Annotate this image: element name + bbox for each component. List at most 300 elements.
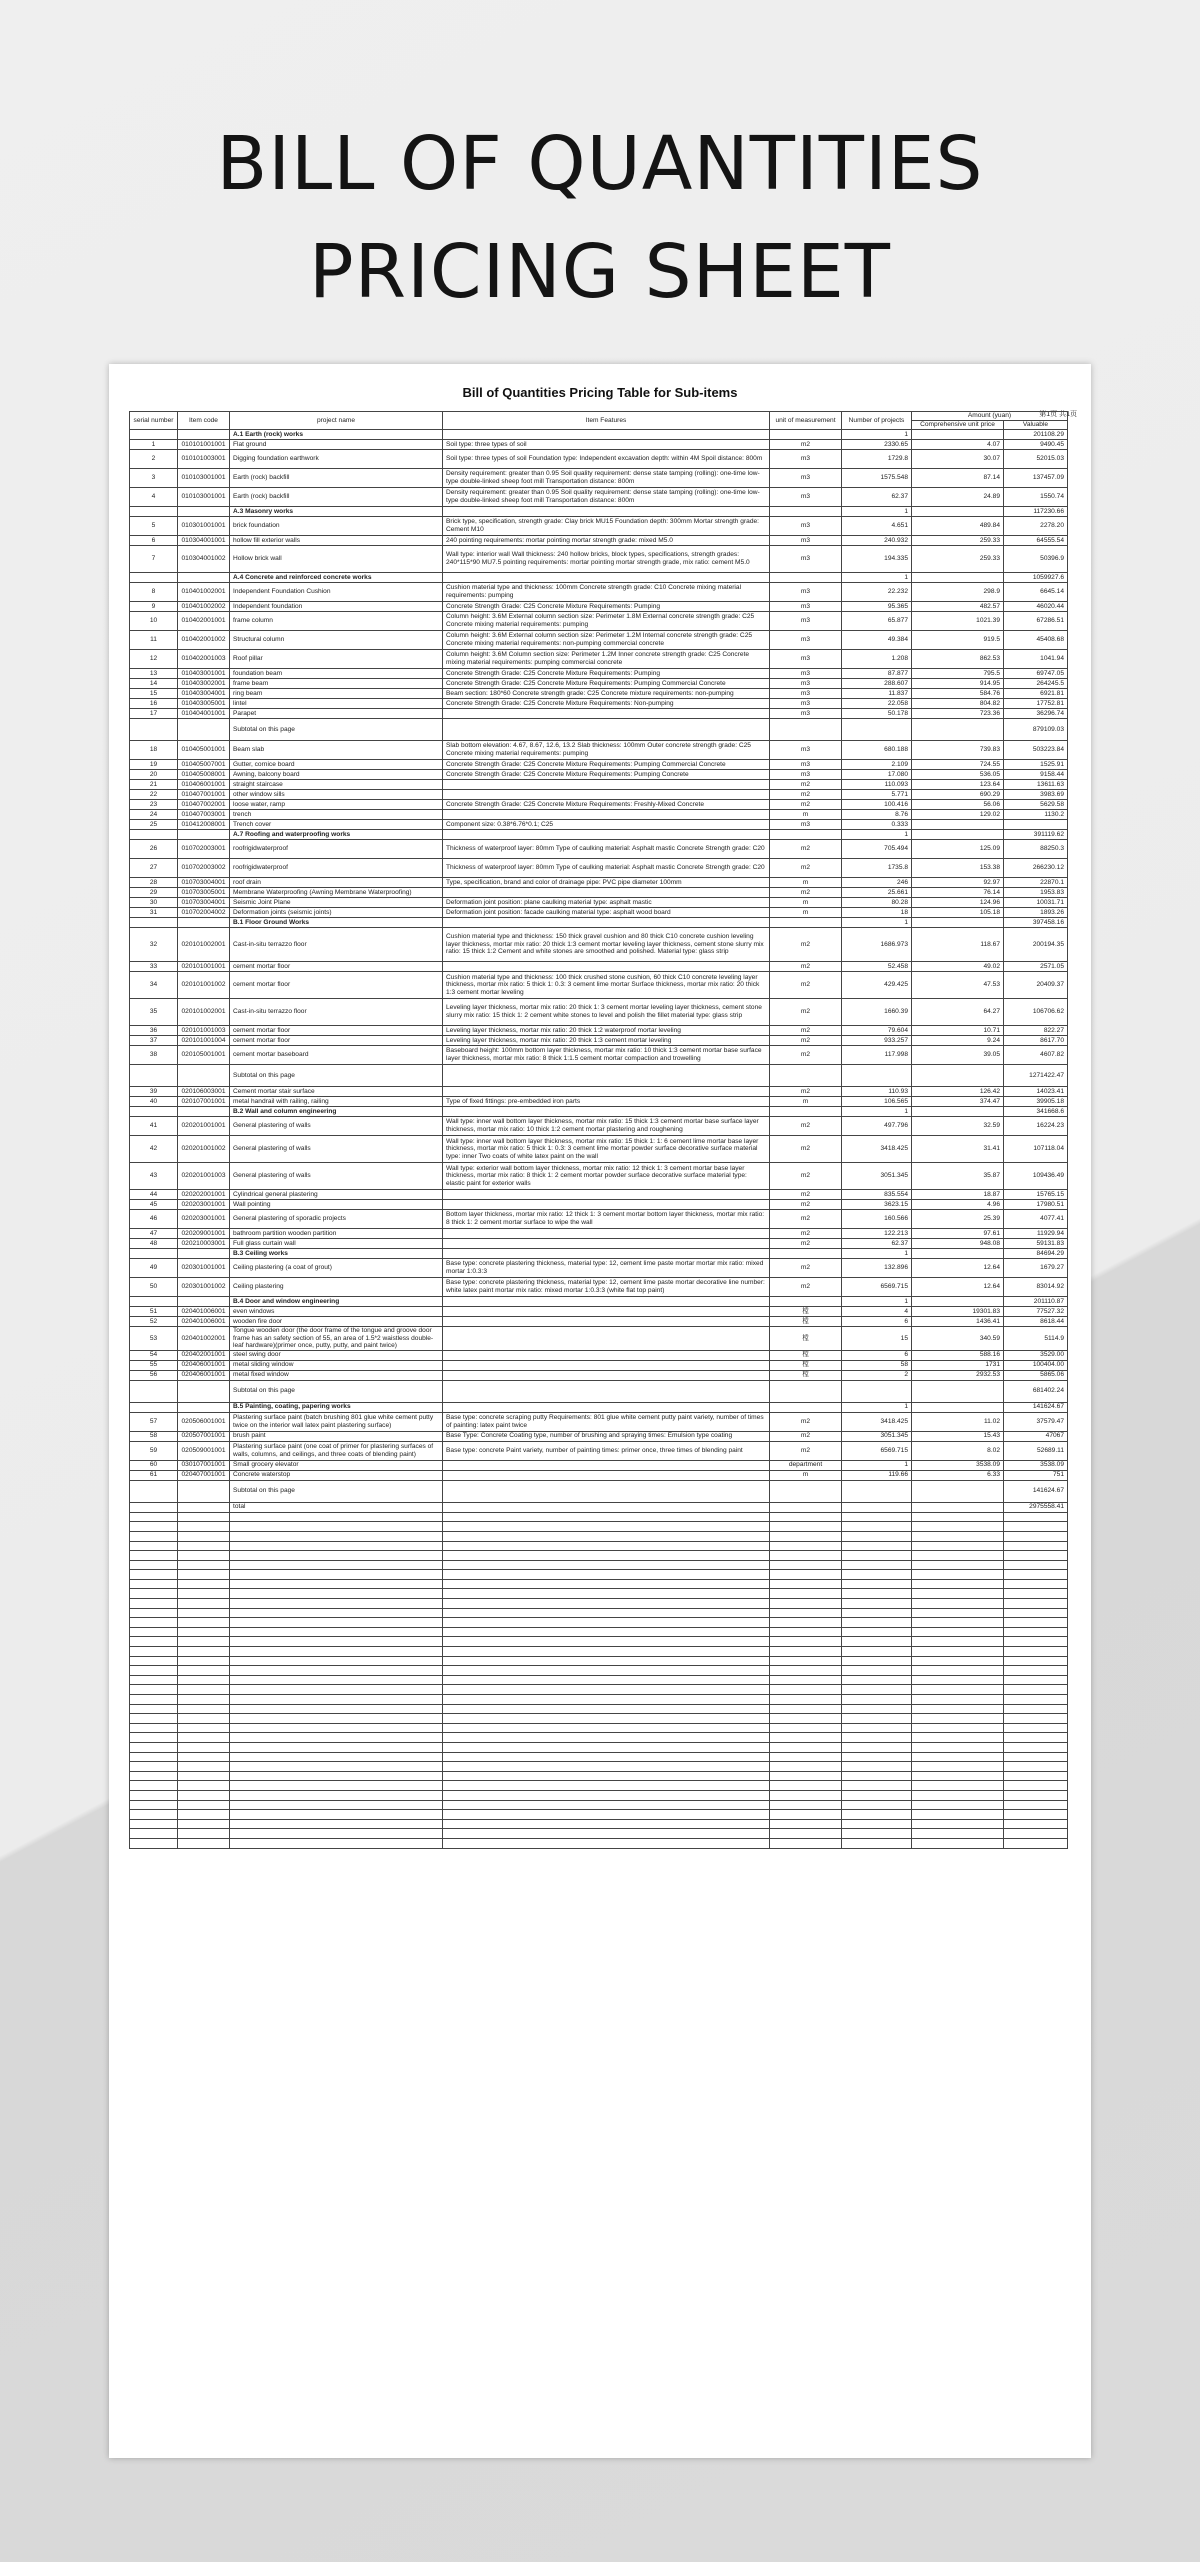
cell-project-name: cement mortar floor bbox=[230, 962, 443, 972]
table-row bbox=[130, 1117, 1068, 1136]
empty-cell bbox=[842, 1541, 912, 1551]
cell-project-name: total bbox=[230, 1502, 443, 1512]
cell-item-code bbox=[178, 1065, 230, 1087]
cell-item-code: 010403002001 bbox=[178, 679, 230, 689]
cell-value: 109436.49 bbox=[1004, 1163, 1068, 1190]
cell-item-code: 020301001001 bbox=[178, 1259, 230, 1278]
cell-project-name: roofrigidwaterproof bbox=[230, 859, 443, 878]
cell-item-code: 020201001001 bbox=[178, 1117, 230, 1136]
cell-unit: department bbox=[770, 1460, 842, 1470]
empty-cell bbox=[130, 1560, 178, 1570]
cell-project-name: frame column bbox=[230, 612, 443, 631]
cell-unit-price: 15.43 bbox=[912, 1431, 1004, 1441]
empty-cell bbox=[230, 1838, 443, 1848]
empty-cell bbox=[912, 1512, 1004, 1522]
cell-item-code: 010405001001 bbox=[178, 741, 230, 760]
cell-value: 15765.15 bbox=[1004, 1190, 1068, 1200]
empty-cell bbox=[912, 1522, 1004, 1532]
cell-item-code: 020406001001 bbox=[178, 1360, 230, 1370]
empty-cell bbox=[178, 1714, 230, 1724]
cell-serial: 31 bbox=[130, 908, 178, 918]
cell-value: 83014.92 bbox=[1004, 1278, 1068, 1297]
empty-cell bbox=[230, 1742, 443, 1752]
empty-cell bbox=[443, 1560, 770, 1570]
table-row bbox=[130, 1259, 1068, 1278]
empty-cell bbox=[130, 1819, 178, 1829]
cell-unit-price: 124.96 bbox=[912, 898, 1004, 908]
cell-quantity: 22.058 bbox=[842, 699, 912, 709]
empty-cell bbox=[178, 1723, 230, 1733]
cell-item-features bbox=[443, 719, 770, 741]
cell-item-code bbox=[178, 1380, 230, 1402]
cell-value: 9490.45 bbox=[1004, 440, 1068, 450]
empty-cell bbox=[1004, 1752, 1068, 1762]
cell-item-features bbox=[443, 1350, 770, 1360]
empty-cell bbox=[443, 1714, 770, 1724]
empty-cell bbox=[443, 1522, 770, 1532]
empty-cell bbox=[230, 1781, 443, 1791]
cell-unit: 樘 bbox=[770, 1360, 842, 1370]
empty-cell bbox=[130, 1522, 178, 1532]
cell-serial bbox=[130, 1249, 178, 1259]
cell-project-name: metal sliding window bbox=[230, 1360, 443, 1370]
empty-cell bbox=[443, 1752, 770, 1762]
page-title-line-1: BILL OF QUANTITIES bbox=[216, 121, 984, 207]
cell-item-code: 020101001002 bbox=[178, 972, 230, 999]
table-row bbox=[130, 928, 1068, 962]
cell-item-features: Density requirement: greater than 0.95 Soil quality requirement: dense state tamping (rolling): one-time low-type double-linked sheep foot mill Transportation distance: 800m bbox=[443, 469, 770, 488]
empty-cell bbox=[443, 1656, 770, 1666]
empty-cell bbox=[1004, 1647, 1068, 1657]
cell-project-name: metal handrail with railing, railing bbox=[230, 1097, 443, 1107]
empty-cell bbox=[842, 1589, 912, 1599]
cell-unit-price: 123.64 bbox=[912, 780, 1004, 790]
cell-project-name: Awning, balcony board bbox=[230, 770, 443, 780]
cell-unit-price: 690.29 bbox=[912, 790, 1004, 800]
cell-unit-price: 340.59 bbox=[912, 1327, 1004, 1351]
empty-cell bbox=[770, 1522, 842, 1532]
cell-unit-price: 25.39 bbox=[912, 1210, 1004, 1229]
cell-value: 100404.00 bbox=[1004, 1360, 1068, 1370]
cell-item-features bbox=[443, 1327, 770, 1351]
cell-value: 20409.37 bbox=[1004, 972, 1068, 999]
empty-cell bbox=[443, 1579, 770, 1589]
empty-cell bbox=[130, 1627, 178, 1637]
empty-cell bbox=[912, 1570, 1004, 1580]
empty-cell bbox=[130, 1685, 178, 1695]
cell-unit-price: 4.07 bbox=[912, 440, 1004, 450]
empty-cell bbox=[1004, 1838, 1068, 1848]
cell-value: 8617.70 bbox=[1004, 1036, 1068, 1046]
cell-serial: 39 bbox=[130, 1087, 178, 1097]
cell-unit-price: 298.9 bbox=[912, 583, 1004, 602]
cell-item-features bbox=[443, 430, 770, 440]
cell-item-code: 020407001001 bbox=[178, 1470, 230, 1480]
empty-row bbox=[130, 1579, 1068, 1589]
cell-unit-price: 259.33 bbox=[912, 536, 1004, 546]
empty-cell bbox=[130, 1723, 178, 1733]
table-row bbox=[130, 1480, 1068, 1502]
cell-value: 107118.04 bbox=[1004, 1136, 1068, 1163]
empty-row bbox=[130, 1647, 1068, 1657]
empty-cell bbox=[1004, 1733, 1068, 1743]
empty-cell bbox=[443, 1838, 770, 1848]
cell-item-features bbox=[443, 1460, 770, 1470]
cell-unit-price: 76.14 bbox=[912, 888, 1004, 898]
cell-item-features: Concrete Strength Grade: C25 Concrete Mixture Requirements: Non-pumping bbox=[443, 699, 770, 709]
cell-project-name: frame beam bbox=[230, 679, 443, 689]
cell-unit: m3 bbox=[770, 583, 842, 602]
cell-item-code: 020507001001 bbox=[178, 1431, 230, 1441]
empty-cell bbox=[1004, 1781, 1068, 1791]
cell-item-features bbox=[443, 1065, 770, 1087]
cell-quantity: 1 bbox=[842, 573, 912, 583]
empty-cell bbox=[1004, 1695, 1068, 1705]
cell-unit-price: 129.02 bbox=[912, 810, 1004, 820]
cell-project-name: Subtotal on this page bbox=[230, 1480, 443, 1502]
empty-cell bbox=[443, 1608, 770, 1618]
empty-cell bbox=[770, 1608, 842, 1618]
empty-cell bbox=[130, 1771, 178, 1781]
empty-cell bbox=[230, 1771, 443, 1781]
cell-serial: 35 bbox=[130, 999, 178, 1026]
cell-item-code bbox=[178, 1402, 230, 1412]
empty-cell bbox=[178, 1656, 230, 1666]
cell-unit: m2 bbox=[770, 1087, 842, 1097]
empty-cell bbox=[842, 1723, 912, 1733]
empty-cell bbox=[770, 1829, 842, 1839]
cell-unit-price bbox=[912, 1502, 1004, 1512]
cell-serial: 29 bbox=[130, 888, 178, 898]
table-row bbox=[130, 999, 1068, 1026]
cell-unit: m3 bbox=[770, 689, 842, 699]
cell-item-features: Beam section: 180*60 Concrete strength grade: C25 Concrete mixture requirements: non-pumping bbox=[443, 689, 770, 699]
empty-row bbox=[130, 1752, 1068, 1762]
cell-unit bbox=[770, 918, 842, 928]
empty-cell bbox=[912, 1666, 1004, 1676]
header-serial-number: serial number bbox=[130, 412, 178, 430]
cell-item-features: Thickness of waterproof layer: 80mm Type of caulking material: Asphalt mastic Concrete Strength grade: C20 bbox=[443, 859, 770, 878]
empty-cell bbox=[178, 1695, 230, 1705]
table-row bbox=[130, 1470, 1068, 1480]
cell-unit-price bbox=[912, 573, 1004, 583]
empty-row bbox=[130, 1618, 1068, 1628]
empty-cell bbox=[912, 1714, 1004, 1724]
empty-cell bbox=[443, 1531, 770, 1541]
empty-cell bbox=[443, 1695, 770, 1705]
table-row bbox=[130, 1239, 1068, 1249]
sheet-title: Bill of Quantities Pricing Table for Sub-items bbox=[462, 385, 738, 400]
empty-cell bbox=[230, 1800, 443, 1810]
cell-item-code: 010407003001 bbox=[178, 810, 230, 820]
cell-quantity: 2.109 bbox=[842, 760, 912, 770]
cell-unit: m bbox=[770, 810, 842, 820]
empty-cell bbox=[178, 1666, 230, 1676]
empty-row bbox=[130, 1742, 1068, 1752]
table-row bbox=[130, 1190, 1068, 1200]
cell-value: 822.27 bbox=[1004, 1026, 1068, 1036]
cell-unit: m2 bbox=[770, 1163, 842, 1190]
cell-unit-price: 1436.41 bbox=[912, 1317, 1004, 1327]
empty-cell bbox=[230, 1541, 443, 1551]
cell-serial: 43 bbox=[130, 1163, 178, 1190]
cell-serial: 58 bbox=[130, 1431, 178, 1441]
cell-item-features: Base type: concrete plastering thickness, material type: 12, cement lime paste mortar mortar mix ratio: mixed mortar 1:0.3:3 bbox=[443, 1259, 770, 1278]
empty-cell bbox=[842, 1570, 912, 1580]
table-row bbox=[130, 689, 1068, 699]
empty-cell bbox=[1004, 1790, 1068, 1800]
cell-unit-price: 39.05 bbox=[912, 1046, 1004, 1065]
empty-cell bbox=[178, 1733, 230, 1743]
empty-row bbox=[130, 1829, 1068, 1839]
cell-value: 11929.94 bbox=[1004, 1229, 1068, 1239]
cell-quantity: 680.188 bbox=[842, 741, 912, 760]
empty-cell bbox=[178, 1752, 230, 1762]
empty-cell bbox=[912, 1627, 1004, 1637]
empty-cell bbox=[770, 1742, 842, 1752]
empty-cell bbox=[130, 1531, 178, 1541]
empty-cell bbox=[842, 1800, 912, 1810]
empty-cell bbox=[1004, 1656, 1068, 1666]
cell-unit bbox=[770, 507, 842, 517]
empty-row bbox=[130, 1666, 1068, 1676]
cell-serial: 59 bbox=[130, 1441, 178, 1460]
empty-row bbox=[130, 1762, 1068, 1772]
cell-item-features bbox=[443, 1297, 770, 1307]
empty-cell bbox=[178, 1742, 230, 1752]
cell-item-features bbox=[443, 1370, 770, 1380]
empty-cell bbox=[770, 1810, 842, 1820]
cell-quantity: 52.458 bbox=[842, 962, 912, 972]
cell-quantity: 288.607 bbox=[842, 679, 912, 689]
cell-item-code: 020401002001 bbox=[178, 1327, 230, 1351]
empty-cell bbox=[443, 1819, 770, 1829]
cell-item-features bbox=[443, 888, 770, 898]
cell-unit-price: 4.96 bbox=[912, 1200, 1004, 1210]
cell-project-name: B.5 Painting, coating, papering works bbox=[230, 1402, 443, 1412]
cell-item-code: 010405007001 bbox=[178, 760, 230, 770]
cell-serial: 24 bbox=[130, 810, 178, 820]
cell-value: 77527.32 bbox=[1004, 1307, 1068, 1317]
cell-serial: 13 bbox=[130, 669, 178, 679]
table-row bbox=[130, 1278, 1068, 1297]
empty-cell bbox=[912, 1637, 1004, 1647]
table-row bbox=[130, 1431, 1068, 1441]
cell-project-name: A.1 Earth (rock) works bbox=[230, 430, 443, 440]
cell-quantity: 835.554 bbox=[842, 1190, 912, 1200]
empty-cell bbox=[443, 1589, 770, 1599]
cell-item-features: 240 pointing requirements: mortar pointing mortar strength grade: mixed M5.0 bbox=[443, 536, 770, 546]
empty-cell bbox=[178, 1618, 230, 1628]
cell-unit bbox=[770, 1380, 842, 1402]
cell-unit-price: 24.89 bbox=[912, 488, 1004, 507]
cell-unit: m2 bbox=[770, 1259, 842, 1278]
cell-unit-price bbox=[912, 1249, 1004, 1259]
cell-serial: 55 bbox=[130, 1360, 178, 1370]
empty-cell bbox=[230, 1608, 443, 1618]
cell-unit: m2 bbox=[770, 972, 842, 999]
empty-cell bbox=[178, 1589, 230, 1599]
cell-quantity: 17.080 bbox=[842, 770, 912, 780]
cell-project-name: brick foundation bbox=[230, 517, 443, 536]
header-unit: unit of measurement bbox=[770, 412, 842, 430]
table-row bbox=[130, 1402, 1068, 1412]
empty-cell bbox=[230, 1647, 443, 1657]
cell-value: 1893.26 bbox=[1004, 908, 1068, 918]
table-row bbox=[130, 780, 1068, 790]
cell-quantity: 1735.8 bbox=[842, 859, 912, 878]
empty-cell bbox=[130, 1704, 178, 1714]
cell-serial: 48 bbox=[130, 1239, 178, 1249]
cell-project-name: A.4 Concrete and reinforced concrete works bbox=[230, 573, 443, 583]
cell-item-code: 010703005001 bbox=[178, 888, 230, 898]
cell-unit: m2 bbox=[770, 790, 842, 800]
cell-item-features: Concrete Strength Grade: C25 Concrete Mixture Requirements: Pumping Commercial Concrete bbox=[443, 679, 770, 689]
empty-cell bbox=[178, 1512, 230, 1522]
empty-cell bbox=[178, 1781, 230, 1791]
table-row bbox=[130, 430, 1068, 440]
empty-cell bbox=[230, 1752, 443, 1762]
cell-project-name: cement mortar floor bbox=[230, 1036, 443, 1046]
empty-cell bbox=[230, 1829, 443, 1839]
table-row bbox=[130, 859, 1068, 878]
cell-unit: m2 bbox=[770, 1278, 842, 1297]
cell-item-code: 020101001003 bbox=[178, 1026, 230, 1036]
empty-cell bbox=[842, 1512, 912, 1522]
cell-unit-price: 30.07 bbox=[912, 450, 1004, 469]
empty-cell bbox=[912, 1647, 1004, 1657]
cell-quantity: 132.896 bbox=[842, 1259, 912, 1278]
cell-item-code: 010401002002 bbox=[178, 602, 230, 612]
cell-item-features: Deformation joint position: plane caulking material type: asphalt mastic bbox=[443, 898, 770, 908]
cell-unit: m3 bbox=[770, 709, 842, 719]
table-row bbox=[130, 1380, 1068, 1402]
empty-cell bbox=[178, 1570, 230, 1580]
cell-project-name: Roof pillar bbox=[230, 650, 443, 669]
cell-item-features: Bottom layer thickness, mortar mix ratio: 12 thick 1: 3 cement mortar bottom layer thickness, mortar mix ratio: 8 thick 1: 2 cement mortar surface to wipe the wall bbox=[443, 1210, 770, 1229]
cell-quantity: 429.425 bbox=[842, 972, 912, 999]
table-row bbox=[130, 898, 1068, 908]
cell-value: 1041.94 bbox=[1004, 650, 1068, 669]
cell-value: 264245.5 bbox=[1004, 679, 1068, 689]
table-row bbox=[130, 1441, 1068, 1460]
cell-serial: 25 bbox=[130, 820, 178, 830]
empty-cell bbox=[130, 1512, 178, 1522]
cell-unit: m2 bbox=[770, 999, 842, 1026]
empty-cell bbox=[912, 1589, 1004, 1599]
cell-quantity: 62.37 bbox=[842, 1239, 912, 1249]
cell-unit: m3 bbox=[770, 679, 842, 689]
empty-cell bbox=[178, 1810, 230, 1820]
cell-value: 52015.03 bbox=[1004, 450, 1068, 469]
cell-quantity: 3418.425 bbox=[842, 1136, 912, 1163]
empty-cell bbox=[230, 1666, 443, 1676]
cell-serial: 42 bbox=[130, 1136, 178, 1163]
cell-item-code: 010304001002 bbox=[178, 546, 230, 573]
cell-item-code: 010407002001 bbox=[178, 800, 230, 810]
cell-unit-price: 1731 bbox=[912, 1360, 1004, 1370]
cell-project-name: Cylindrical general plastering bbox=[230, 1190, 443, 1200]
empty-cell bbox=[912, 1800, 1004, 1810]
header-value: Valuable bbox=[1004, 421, 1068, 430]
cell-serial: 45 bbox=[130, 1200, 178, 1210]
empty-cell bbox=[178, 1800, 230, 1810]
cell-quantity: 58 bbox=[842, 1360, 912, 1370]
cell-serial: 50 bbox=[130, 1278, 178, 1297]
empty-cell bbox=[178, 1819, 230, 1829]
cell-value: 137457.09 bbox=[1004, 469, 1068, 488]
cell-unit: m2 bbox=[770, 1229, 842, 1239]
cell-project-name: Ceiling plastering bbox=[230, 1278, 443, 1297]
cell-quantity: 79.604 bbox=[842, 1026, 912, 1036]
cell-item-features bbox=[443, 1190, 770, 1200]
cell-project-name: Beam slab bbox=[230, 741, 443, 760]
cell-unit: m2 bbox=[770, 1046, 842, 1065]
empty-cell bbox=[770, 1762, 842, 1772]
empty-cell bbox=[130, 1762, 178, 1772]
table-row bbox=[130, 1229, 1068, 1239]
cell-unit-price: 97.61 bbox=[912, 1229, 1004, 1239]
cell-unit-price bbox=[912, 1402, 1004, 1412]
cell-value: 6645.14 bbox=[1004, 583, 1068, 602]
cell-value: 1550.74 bbox=[1004, 488, 1068, 507]
cell-project-name: Independent foundation bbox=[230, 602, 443, 612]
empty-cell bbox=[178, 1551, 230, 1561]
empty-cell bbox=[842, 1781, 912, 1791]
cell-value: 88250.3 bbox=[1004, 840, 1068, 859]
empty-cell bbox=[912, 1618, 1004, 1628]
cell-value: 22870.1 bbox=[1004, 878, 1068, 888]
cell-item-code: 020203001001 bbox=[178, 1210, 230, 1229]
cell-unit: m2 bbox=[770, 780, 842, 790]
empty-cell bbox=[1004, 1800, 1068, 1810]
cell-item-features: Cushion material type and thickness: 100 thick crushed stone cushion, 60 thick C10 concrete leveling layer thickness, mortar mix ratio: 5 thick 1: 0.3: 3 cement lime mortar Surface thickness, mortar mix ratio: 20 thick 1:3 cement mortar leveling bbox=[443, 972, 770, 999]
cell-unit-price: 19301.83 bbox=[912, 1307, 1004, 1317]
table-row bbox=[130, 1087, 1068, 1097]
cell-item-features: Base type: concrete scraping putty Requirements: 801 glue white cement putty paint variety, number of times of painting: latex paint twice bbox=[443, 1412, 770, 1431]
cell-item-features: Base Type: Concrete Coating type, number of brushing and spraying times: Emulsion type coating bbox=[443, 1431, 770, 1441]
cell-value: 17980.51 bbox=[1004, 1200, 1068, 1210]
empty-cell bbox=[842, 1618, 912, 1628]
empty-cell bbox=[230, 1551, 443, 1561]
cell-serial bbox=[130, 719, 178, 741]
cell-unit-price: 374.47 bbox=[912, 1097, 1004, 1107]
cell-item-features: Concrete Strength Grade: C25 Concrete Mixture Requirements: Pumping Concrete bbox=[443, 770, 770, 780]
cell-unit-price bbox=[912, 1065, 1004, 1087]
cell-item-features bbox=[443, 1249, 770, 1259]
cell-project-name: foundation beam bbox=[230, 669, 443, 679]
cell-item-code: 020101002001 bbox=[178, 999, 230, 1026]
cell-unit: m bbox=[770, 1470, 842, 1480]
cell-project-name: roof drain bbox=[230, 878, 443, 888]
cell-serial: 9 bbox=[130, 602, 178, 612]
cell-unit-price: 118.67 bbox=[912, 928, 1004, 962]
empty-cell bbox=[178, 1531, 230, 1541]
cell-serial: 17 bbox=[130, 709, 178, 719]
empty-cell bbox=[1004, 1675, 1068, 1685]
cell-value: 46020.44 bbox=[1004, 602, 1068, 612]
cell-serial: 8 bbox=[130, 583, 178, 602]
cell-unit-price: 56.06 bbox=[912, 800, 1004, 810]
pricing-sheet bbox=[109, 364, 1091, 2458]
cell-item-code bbox=[178, 1480, 230, 1502]
cell-unit: m3 bbox=[770, 699, 842, 709]
cell-unit: m2 bbox=[770, 859, 842, 878]
cell-quantity: 2 bbox=[842, 1370, 912, 1380]
empty-cell bbox=[130, 1541, 178, 1551]
table-row bbox=[130, 612, 1068, 631]
empty-cell bbox=[912, 1733, 1004, 1743]
